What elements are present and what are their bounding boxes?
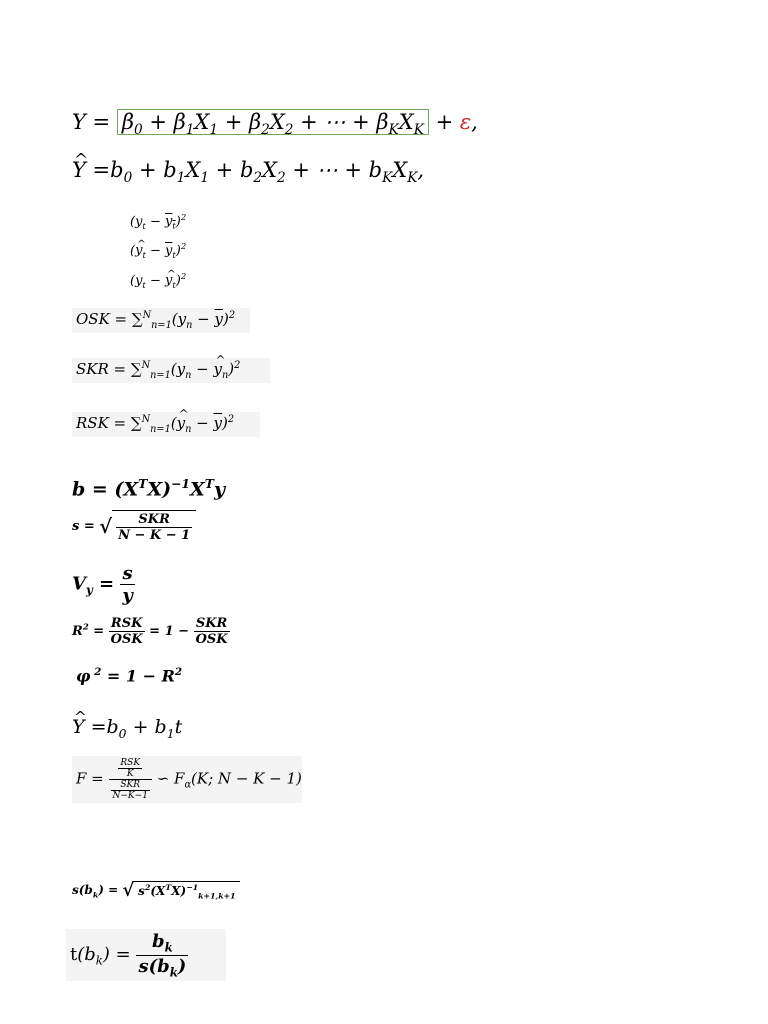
rsk-sum-formula: RSK = ∑$^N_{n=1}$(^ $y_n - \overline{y})^2$ (72, 412, 260, 437)
model-regression-box: $\beta_0 + \beta_1X_1 + \beta_2X_2$ + ⋯ + $\beta_KX_K$ (117, 109, 429, 135)
osk-sum-formula: OSK = $\sum^N_{n=1}(y_n - \overline{y})^2$ (72, 308, 250, 333)
f-statistic-formula: F = $\frac{\frac{\text{RSK}}{K}}{\frac{\text{SKR}}{N-K-1}}$ ∽ $F_\alpha(K$; N − K − 1) (72, 756, 302, 803)
variation-coefficient-formula: $V_y$ = $\frac{s}{y}$ (72, 563, 133, 606)
skr-expression: ($y_t$ − ^ $y_t)^2$ (130, 271, 186, 290)
epsilon-term: ε (459, 110, 472, 134)
coefficient-standard-error-formula: $s(b_k)$ = √ $s^2(X^TX)^{-1}_{k+1,k+1}$ (72, 880, 240, 901)
t-statistic-formula: $t(b_k)$ = $\frac{b_k}{s(b_k)}$ (66, 929, 226, 981)
phi-squared-formula: φ $^2 = 1 - R^2$ (76, 666, 183, 686)
osk-expression: $(y_t - y_t)^2$ (130, 212, 187, 231)
skr-sum-formula: SKR = $\sum^N_{n=1}(y_n$ − ^ $y_n)^2$ (72, 358, 270, 383)
rsk-expression: (^ $y_t - \overline{y}_t)^2$ (130, 241, 186, 260)
r-squared-formula: $R^2$ = $\frac{\text{RSK}}{\text{OSK}}$ = 1 − $\frac{\text{SKR}}{\text{OSK}}$ (72, 616, 228, 647)
fitted-equation: ^ $Y =b_0 + b_1X_1 + b_2X_2$ + ⋯ + $b_KX_K$, (72, 158, 424, 186)
trend-equation: ^ $Y =b_0 + b_1t$ (72, 716, 182, 741)
standard-error-formula: s = √ $\frac{\text{SKR}}{N - K - 1}$ (72, 510, 196, 543)
ols-estimator-formula: $b = (X^TX)^{-1}X^Ty$ (72, 476, 226, 501)
model-equation: $Y = \beta_0 + \beta_1X_1 + \beta_2X_2$ + ⋯ + $\beta_KX_K + \varepsilon$, (72, 110, 478, 139)
